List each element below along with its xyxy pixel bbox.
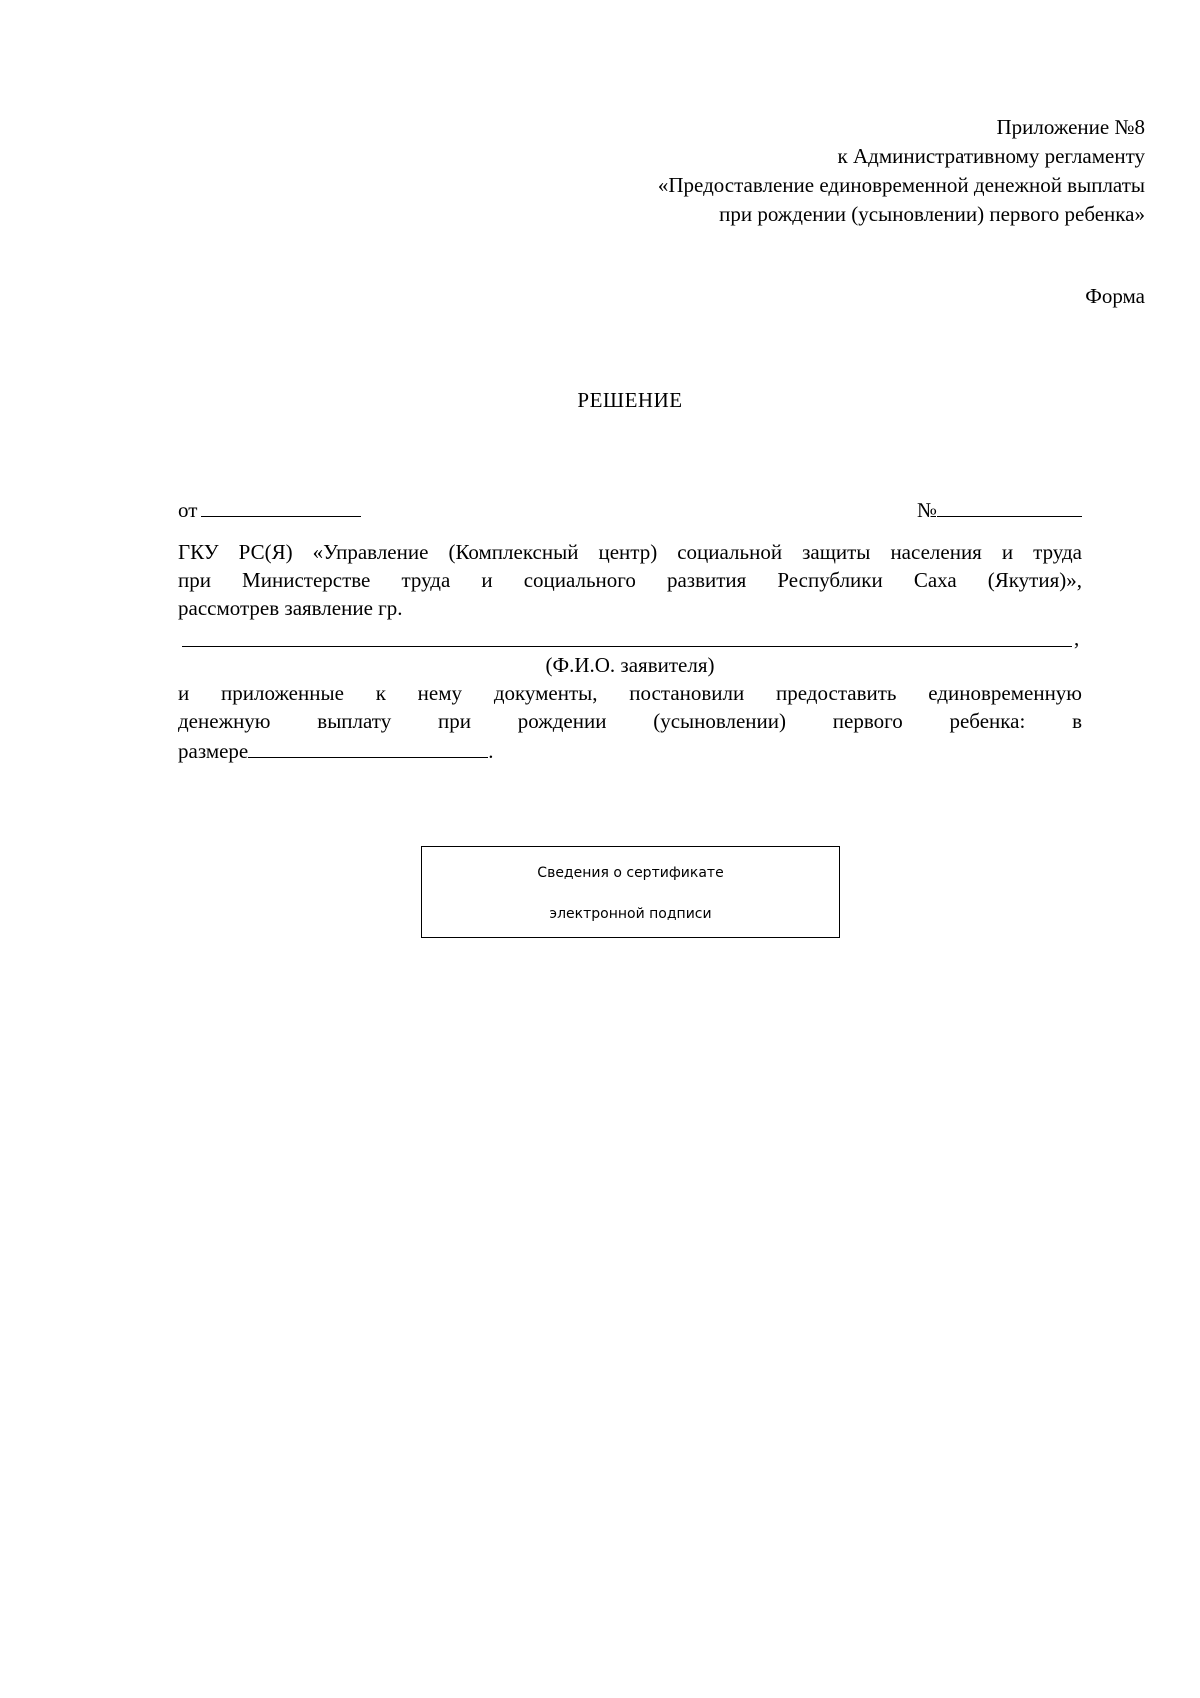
applicant-name-caption: (Ф.И.О. заявителя) [545, 653, 715, 677]
amount-suffix: . [488, 739, 494, 763]
date-field [178, 494, 361, 525]
number-prefix: № [916, 498, 937, 522]
paragraph-intro-line-3: рассмотрев заявление гр. [178, 596, 403, 620]
appendix-header [525, 113, 1145, 229]
signature-box-line-2: электронной подписи [549, 906, 712, 922]
paragraph-intro-line-2: при Министерстве труда и социального развития Республики Саха (Якутия)», [178, 568, 1082, 592]
appendix-line-1: Приложение №8 [996, 115, 1145, 139]
appendix-line-2: к Административному регламенту [837, 144, 1145, 168]
electronic-signature-box [421, 846, 840, 938]
applicant-name-blank-line [182, 646, 1072, 647]
date-number-row [178, 494, 1082, 523]
form-label: Форма [1085, 284, 1145, 308]
paragraph-decision-line-3 [178, 735, 1082, 763]
paragraph-decision-line-2: денежную выплату при рождении (усыновлении) первого ребенка: в [178, 709, 1082, 733]
appendix-line-4: при рождении (усыновлении) первого ребенка» [719, 202, 1145, 226]
paragraph-intro [178, 538, 1082, 622]
amount-prefix: размере [178, 739, 249, 763]
number-blank-line [937, 494, 1082, 517]
appendix-line-3: «Предоставление единовременной денежной выплаты [657, 173, 1145, 197]
paragraph-decision-line-1: и приложенные к нему документы, постановили предоставить единовременную [178, 681, 1082, 705]
date-prefix: от [178, 498, 198, 522]
signature-box-line-1: Сведения о сертификате [537, 865, 724, 881]
number-field [917, 494, 1082, 525]
date-blank-line [201, 494, 361, 517]
applicant-name-field [182, 624, 1082, 652]
document-title: РЕШЕНИЕ [577, 388, 683, 412]
amount-blank-line [248, 735, 488, 758]
paragraph-intro-line-1: ГКУ РС(Я) «Управление (Комплексный центр) социальной защиты населения и труда [178, 540, 1082, 564]
paragraph-decision [178, 679, 1082, 763]
applicant-name-comma: , [1074, 626, 1080, 650]
